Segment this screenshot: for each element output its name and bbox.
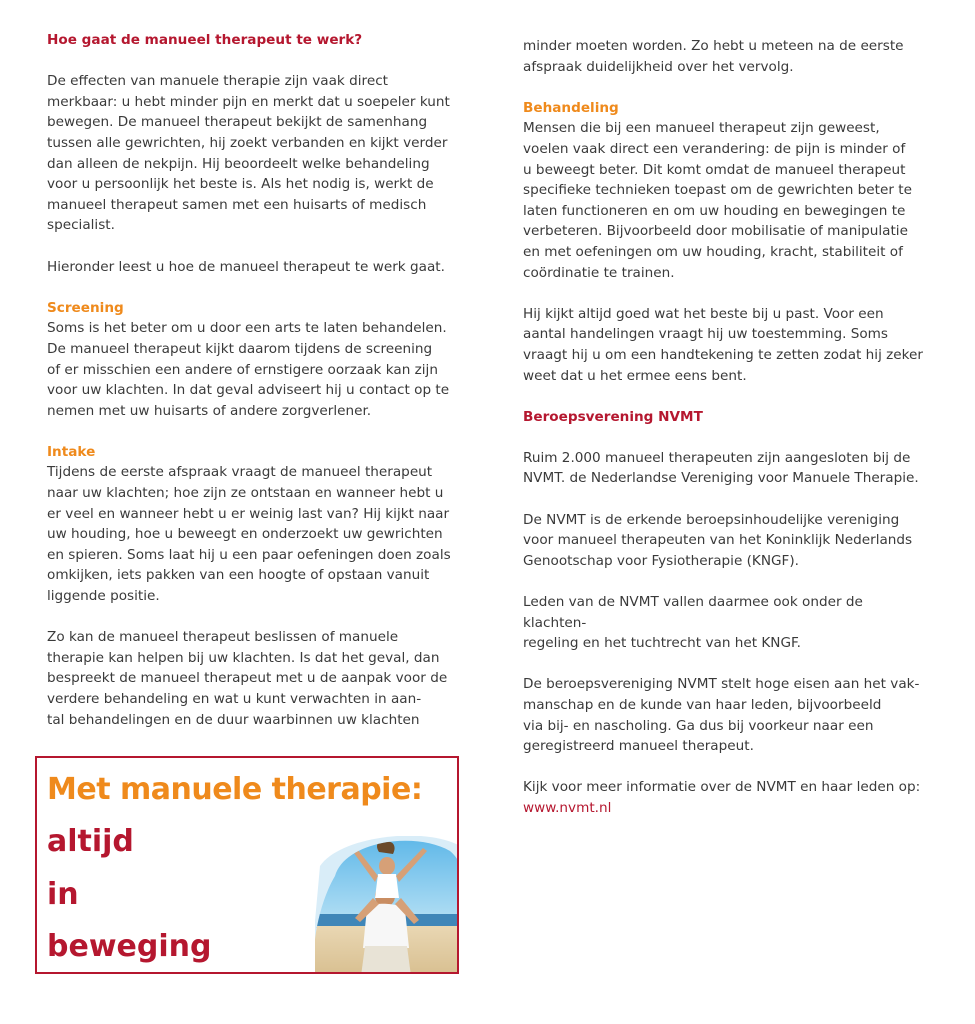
decision-paragraph: Zo kan de manueel therapeut beslissen of manuele therapie kan helpen bij uw klachten. Is dat het geval, dan bespreekt de manueel therapeut met u de aanpak voor de verdere behandeling en wat u kunt verwachten in aan- tal behandelingen en de duur waarbinnen uw klachten [47, 629, 448, 728]
right-column [523, 36, 923, 819]
screening-paragraph: Soms is het beter om u door een arts te laten behandelen. De manueel therapeut kijkt daarom tijdens de screening of er misschien een andere of ernstigere oorzaak kan zijn voor uw klachten. In dat geval adviseert hij u contact op te nemen met uw huisarts of andere zorgverlener. [47, 320, 450, 419]
promo-title: Met manuele therapie: [47, 772, 423, 807]
consent-paragraph: Hij kijkt altijd goed wat het beste bij u past. Voor een aantal handelingen vraagt hij uw toestemming. Soms vraagt hij u om een handtekening te zetten zodat hij zeker weet dat u het ermee eens bent. [523, 305, 923, 384]
lead-paragraph: Hieronder leest u hoe de manueel therapeut te werk gaat. [47, 258, 445, 275]
left-column [47, 30, 467, 730]
nvmt-website-link[interactable]: www.nvmt.nl [523, 799, 612, 816]
treatment-heading: Behandeling [523, 99, 619, 116]
screening-heading: Screening [47, 299, 124, 316]
promo-line-beweging: beweging [47, 929, 212, 964]
more-info-text: Kijk voor meer informatie over de NVMT en haar leden op: [523, 779, 921, 796]
nvmt-heading: Beroepsverening NVMT [523, 408, 703, 425]
nvmt-paragraph-2: De NVMT is de erkende beroepsinhoudelijke vereniging voor manueel therapeuten van het Koninklijk Nederlands Genootschap voor Fysiotherapie (KNGF). [523, 511, 913, 569]
continuation-paragraph: minder moeten worden. Zo hebt u meteen na de eerste afspraak duidelijkheid over het vervolg. [523, 38, 904, 75]
promo-line-altijd: altijd [47, 824, 134, 859]
section-heading-how: Hoe gaat de manueel therapeut te werk? [47, 32, 363, 48]
promo-box [35, 756, 459, 974]
promo-line-in: in [47, 877, 79, 912]
intake-heading: Intake [47, 443, 96, 460]
nvmt-paragraph-1: Ruim 2.000 manueel therapeuten zijn aangesloten bij de NVMT. de Nederlandse Vereniging voor Manuele Therapie. [523, 449, 919, 487]
nvmt-paragraph-3: Leden van de NVMT vallen daarmee ook onder de klachten- regeling en het tuchtrecht van het KNGF. [523, 594, 863, 652]
intro-paragraph: De effecten van manuele therapie zijn vaak direct merkbaar: u hebt minder pijn en merkt dat u soepeler kunt bewegen. De manueel therapeut bekijkt de samenhang tussen alle gewrichten, hij zoekt verbanden en kijkt verder dan alleen de nekpijn. Hij beoordeelt welke behandeling voor u persoonlijk het beste is. Als het nodig is, werkt de manueel therapeut samen met een huisarts of medisch specialist. [47, 73, 450, 234]
beach-couple-photo [315, 836, 459, 974]
treatment-paragraph: Mensen die bij een manueel therapeut zijn geweest, voelen vaak direct een verandering: de pijn is minder of u beweegt beter. Dit komt omdat de manueel therapeut specifieke technieken toepast om de gewrichten beter te laten functioneren en om uw houding en bewegingen te verbeteren. Bijvoorbeeld door mobilisatie of manipulatie en met oefeningen om uw houding, kracht, stabiliteit of coördinatie te trainen. [523, 120, 912, 281]
nvmt-paragraph-4: De beroepsvereniging NVMT stelt hoge eisen aan het vak- manschap en de kunde van haar leden, bijvoorbeeld via bij- en nascholing. Ga dus bij voorkeur naar een geregistreerd manueel therapeut. [523, 676, 920, 755]
intake-paragraph: Tijdens de eerste afspraak vraagt de manueel therapeut naar uw klachten; hoe zijn ze ontstaan en wanneer hebt u er veel en wanneer hebt u er weinig last van? Hij kijkt naar uw houding, hoe u beweegt en onderzoekt uw gewrichten en spieren. Soms laat hij u een paar oefeningen doen zoals omkijken, iets pakken van een hoogte of opstaan vanuit liggende positie. [47, 464, 451, 605]
